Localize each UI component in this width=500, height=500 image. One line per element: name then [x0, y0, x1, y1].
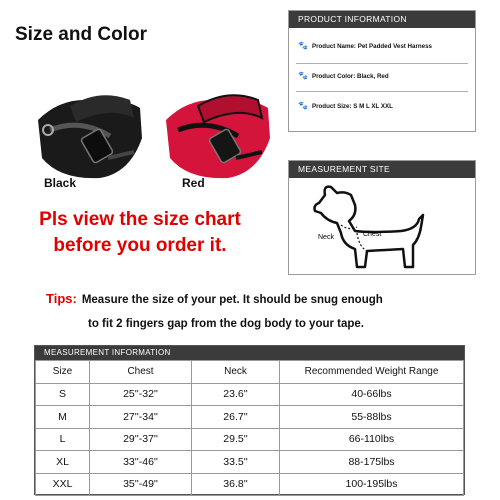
cell: 100-195lbs [280, 473, 464, 496]
cell: L [36, 428, 90, 451]
cell: 33.5'' [192, 451, 280, 474]
cell: M [36, 406, 90, 429]
cell: 25''-32'' [90, 383, 192, 406]
measurement-info-panel [34, 345, 465, 495]
page-title: Size and Color [15, 24, 147, 45]
cell: 36.8'' [192, 473, 280, 496]
product-info-header: PRODUCT INFORMATION [289, 11, 475, 28]
col-weight: Recommended Weight Range [280, 361, 464, 384]
black-harness-image [30, 78, 148, 186]
cell: XXL [36, 473, 90, 496]
tips-text-2: to fit 2 fingers gap from the dog body to your tape. [88, 318, 364, 330]
cell: 66-110lbs [280, 428, 464, 451]
table-row [36, 473, 464, 496]
cell: 29''-37'' [90, 428, 192, 451]
cell: S [36, 383, 90, 406]
measurement-site-panel [288, 160, 476, 275]
cell: 29.5'' [192, 428, 280, 451]
col-size: Size [36, 361, 90, 384]
product-info-panel [288, 10, 476, 132]
col-chest: Chest [90, 361, 192, 384]
dog-outline-diagram [301, 179, 461, 274]
table-row [36, 383, 464, 406]
cell: 55-88lbs [280, 406, 464, 429]
cell: 27''-34'' [90, 406, 192, 429]
tips-label: Tips: [46, 291, 77, 306]
size-table [35, 360, 464, 496]
measurement-info-header: MEASUREMENT INFORMATION [35, 346, 464, 360]
cell: 35''-49'' [90, 473, 192, 496]
divider [296, 91, 468, 92]
product-color-row: 🐾 Product Color: Black, Red [298, 71, 389, 80]
product-size-row: 🐾 Product Size: S M L XL XXL [298, 101, 393, 110]
warning-line-1: Pls view the size chart [39, 209, 241, 230]
table-row [36, 406, 464, 429]
col-neck: Neck [192, 361, 280, 384]
paw-icon: 🐾 [298, 41, 308, 50]
red-harness-image [158, 78, 276, 186]
cell: 23.6'' [192, 383, 280, 406]
table-header-row [36, 361, 464, 384]
tips-line-1 [46, 291, 383, 306]
paw-icon: 🐾 [298, 71, 308, 80]
chest-label: Chest [363, 231, 382, 238]
cell: 40-66lbs [280, 383, 464, 406]
red-caption: Red [182, 176, 205, 190]
measurement-site-header: MEASUREMENT SITE [289, 161, 475, 178]
paw-icon: 🐾 [298, 101, 308, 110]
divider [296, 63, 468, 64]
table-row [36, 451, 464, 474]
cell: 33''-46'' [90, 451, 192, 474]
warning-line-2: before you order it. [53, 235, 227, 256]
tips-text-1: Measure the size of your pet. It should be snug enough [81, 294, 383, 306]
neck-label: Neck [318, 234, 334, 241]
cell: XL [36, 451, 90, 474]
table-row [36, 428, 464, 451]
product-name-row: 🐾 Product Name: Pet Padded Vest Harness [298, 41, 432, 50]
cell: 26.7'' [192, 406, 280, 429]
black-caption: Black [44, 176, 77, 190]
cell: 88-175lbs [280, 451, 464, 474]
